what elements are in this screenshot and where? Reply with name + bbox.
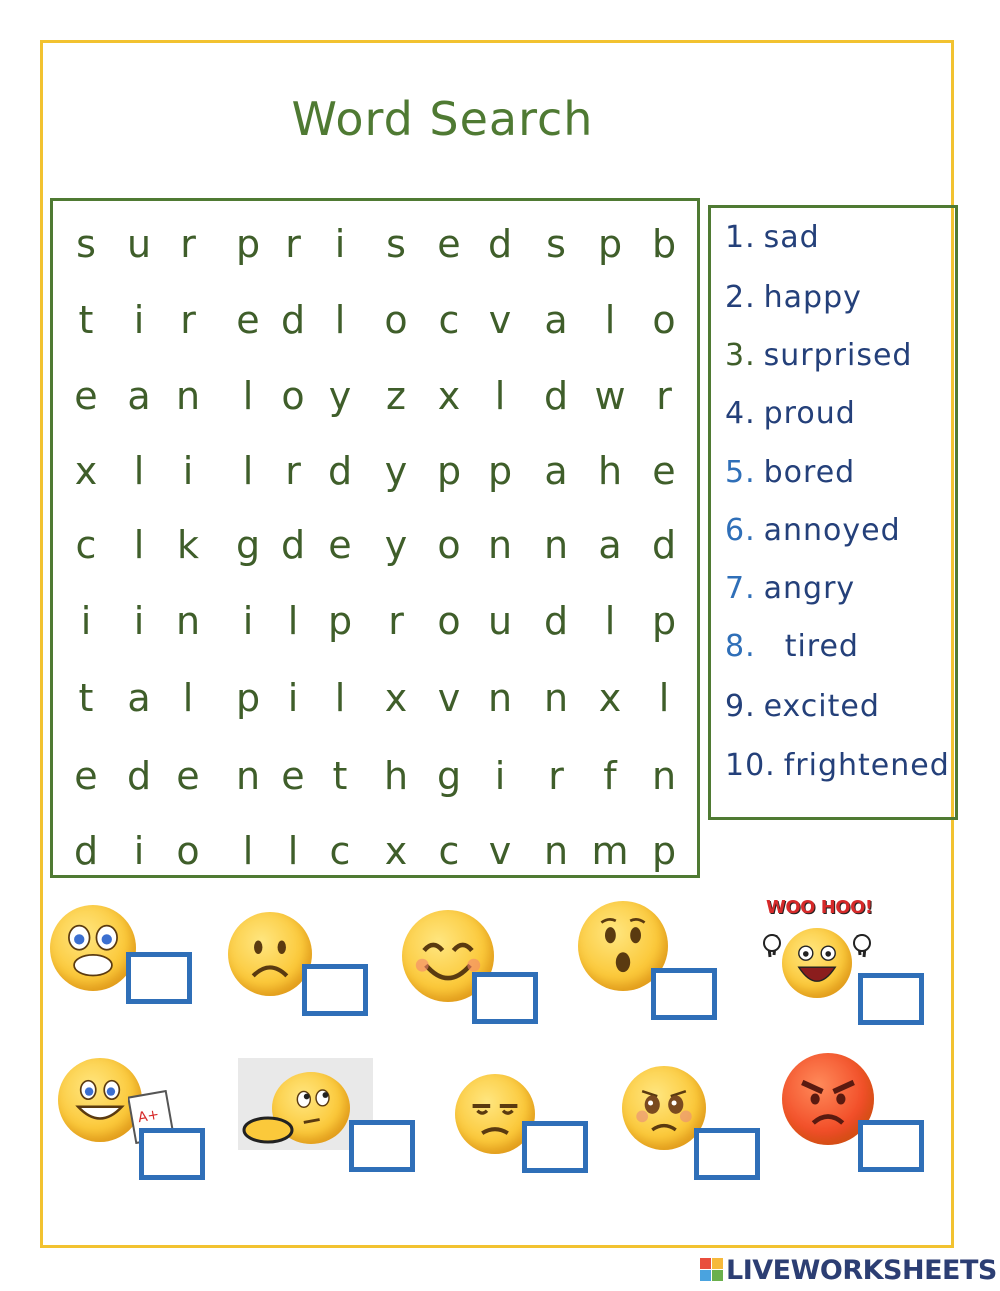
- grid-cell[interactable]: l: [133, 449, 145, 493]
- word-list-word: happy: [763, 280, 862, 315]
- grid-cell[interactable]: v: [488, 829, 512, 873]
- word-list-item: [725, 571, 855, 606]
- grid-cell[interactable]: d: [280, 523, 306, 567]
- grid-cell[interactable]: g: [436, 754, 462, 798]
- word-list-item: [725, 689, 880, 724]
- word-list-number: 7.: [725, 571, 756, 606]
- grid-cell[interactable]: n: [543, 523, 569, 567]
- answer-box-3[interactable]: [472, 972, 538, 1024]
- word-list-number: 6.: [725, 513, 756, 548]
- frightened-emoji-icon: [50, 905, 136, 991]
- grid-cell[interactable]: y: [384, 523, 408, 567]
- grid-cell[interactable]: t: [78, 298, 94, 342]
- grid-cell[interactable]: x: [598, 676, 622, 720]
- grid-cell[interactable]: r: [285, 449, 301, 493]
- grid-cell[interactable]: s: [386, 222, 406, 266]
- word-list-number: 8.: [725, 629, 756, 664]
- page-title: Word Search: [291, 92, 594, 146]
- grid-cell[interactable]: n: [175, 374, 201, 418]
- grid-cell[interactable]: i: [133, 298, 145, 342]
- grid-cell[interactable]: l: [658, 676, 670, 720]
- logo-text: LIVEWORKSHEETS: [726, 1254, 997, 1286]
- answer-box-10[interactable]: [858, 1120, 924, 1172]
- grid-cell[interactable]: p: [651, 599, 677, 643]
- grid-cell[interactable]: r: [656, 374, 672, 418]
- grid-cell[interactable]: l: [494, 374, 506, 418]
- grid-cell[interactable]: e: [74, 754, 98, 798]
- grid-cell[interactable]: x: [437, 374, 461, 418]
- grid-cell[interactable]: i: [133, 599, 145, 643]
- grid-cell[interactable]: p: [235, 676, 261, 720]
- grid-row: [53, 746, 697, 806]
- grid-cell[interactable]: r: [548, 754, 564, 798]
- grid-cell[interactable]: o: [281, 374, 305, 418]
- grid-cell[interactable]: i: [133, 829, 145, 873]
- word-list-item: [725, 280, 862, 315]
- grid-cell[interactable]: o: [384, 298, 408, 342]
- word-list: [708, 205, 958, 820]
- grid-cell[interactable]: i: [287, 676, 299, 720]
- grid-cell[interactable]: p: [651, 829, 677, 873]
- word-list-item: [725, 338, 912, 373]
- grid-cell[interactable]: p: [487, 449, 513, 493]
- word-list-word: bored: [763, 455, 856, 490]
- grid-cell[interactable]: i: [80, 599, 92, 643]
- answer-box-6[interactable]: [139, 1128, 205, 1180]
- grid-cell[interactable]: i: [334, 222, 346, 266]
- grid-cell[interactable]: n: [487, 676, 513, 720]
- grid-cell[interactable]: v: [437, 676, 461, 720]
- grid-row: [53, 290, 697, 350]
- grid-cell[interactable]: n: [235, 754, 261, 798]
- grid-cell[interactable]: e: [236, 298, 260, 342]
- grid-cell[interactable]: p: [597, 222, 623, 266]
- grid-cell[interactable]: l: [604, 298, 616, 342]
- answer-box-8[interactable]: [522, 1121, 588, 1173]
- word-list-word: frightened: [783, 748, 950, 783]
- grid-cell[interactable]: i: [242, 599, 254, 643]
- grid-cell[interactable]: r: [180, 222, 196, 266]
- grid-cell[interactable]: c: [438, 829, 460, 873]
- grid-cell[interactable]: u: [126, 222, 152, 266]
- grid-cell[interactable]: c: [75, 523, 97, 567]
- grid-cell[interactable]: n: [175, 599, 201, 643]
- grid-cell[interactable]: a: [127, 676, 151, 720]
- answer-box-2[interactable]: [302, 964, 368, 1016]
- liveworksheets-logo: [700, 1255, 997, 1285]
- grid-cell[interactable]: c: [438, 298, 460, 342]
- grid-cell[interactable]: l: [334, 298, 346, 342]
- grid-cell[interactable]: b: [651, 222, 677, 266]
- word-list-item: [725, 513, 901, 548]
- grid-row: [53, 515, 697, 575]
- grid-cell[interactable]: l: [604, 599, 616, 643]
- word-list-item: [725, 455, 855, 490]
- raised-hands-icon: [762, 917, 872, 967]
- word-list-item: [725, 748, 950, 783]
- grid-cell[interactable]: w: [594, 374, 626, 418]
- grid-cell[interactable]: d: [487, 222, 513, 266]
- grid-cell[interactable]: l: [287, 599, 299, 643]
- grid-cell[interactable]: p: [235, 222, 261, 266]
- grid-cell[interactable]: e: [328, 523, 352, 567]
- grid-cell[interactable]: m: [591, 829, 629, 873]
- grid-cell[interactable]: o: [176, 829, 200, 873]
- grid-cell[interactable]: e: [652, 449, 676, 493]
- grid-cell[interactable]: d: [73, 829, 99, 873]
- grid-cell[interactable]: g: [235, 523, 261, 567]
- grid-cell[interactable]: x: [384, 829, 408, 873]
- word-list-number: 2.: [725, 280, 756, 315]
- grid-cell[interactable]: a: [127, 374, 151, 418]
- grid-cell[interactable]: d: [543, 599, 569, 643]
- grid-cell[interactable]: a: [598, 523, 622, 567]
- grid-cell[interactable]: i: [182, 449, 194, 493]
- grid-cell[interactable]: d: [543, 374, 569, 418]
- grid-cell[interactable]: y: [328, 374, 352, 418]
- grid-cell[interactable]: s: [546, 222, 566, 266]
- grid-row: [53, 668, 697, 728]
- word-list-word: excited: [763, 689, 880, 724]
- grid-cell[interactable]: r: [388, 599, 404, 643]
- grid-cell[interactable]: n: [543, 829, 569, 873]
- grid-cell[interactable]: o: [652, 298, 676, 342]
- grid-cell[interactable]: t: [332, 754, 348, 798]
- grid-cell[interactable]: l: [133, 523, 145, 567]
- word-list-word: surprised: [763, 338, 913, 373]
- word-list-item: [725, 396, 856, 431]
- woohoo-text: WOO HOO!: [766, 897, 873, 918]
- grid-cell[interactable]: e: [281, 754, 305, 798]
- grid-cell[interactable]: e: [176, 754, 200, 798]
- grid-cell[interactable]: e: [437, 222, 461, 266]
- grid-row: [53, 591, 697, 651]
- grid-cell[interactable]: p: [327, 599, 353, 643]
- grid-cell[interactable]: o: [437, 523, 461, 567]
- logo-badge-icon: [700, 1258, 724, 1282]
- word-list-item: [725, 629, 859, 664]
- word-list-number: 1.: [725, 220, 756, 255]
- grid-cell[interactable]: k: [176, 523, 199, 567]
- grid-cell[interactable]: h: [383, 754, 409, 798]
- svg-text:A+: A+: [136, 1106, 161, 1127]
- grid-row: [53, 441, 697, 501]
- word-list-word: tired: [763, 629, 859, 664]
- grid-cell[interactable]: a: [544, 298, 568, 342]
- answer-box-7[interactable]: [349, 1120, 415, 1172]
- word-list-number: 3.: [725, 338, 756, 373]
- grid-cell[interactable]: u: [487, 599, 513, 643]
- grid-cell[interactable]: s: [76, 222, 96, 266]
- grid-cell[interactable]: f: [603, 754, 617, 798]
- word-list-word: annoyed: [763, 513, 901, 548]
- grid-cell[interactable]: l: [242, 829, 254, 873]
- grid-cell[interactable]: y: [384, 449, 408, 493]
- grid-cell[interactable]: a: [544, 449, 568, 493]
- grid-cell[interactable]: h: [597, 449, 623, 493]
- answer-box-9[interactable]: [694, 1128, 760, 1180]
- grid-cell[interactable]: l: [242, 374, 254, 418]
- grid-cell[interactable]: r: [285, 222, 301, 266]
- grid-cell[interactable]: d: [280, 298, 306, 342]
- grid-row: [53, 214, 697, 274]
- grid-cell[interactable]: t: [78, 676, 94, 720]
- answer-box-5[interactable]: [858, 973, 924, 1025]
- grid-cell[interactable]: d: [651, 523, 677, 567]
- word-search-grid: [50, 198, 700, 878]
- grid-cell[interactable]: l: [182, 676, 194, 720]
- grid-cell[interactable]: x: [384, 676, 408, 720]
- grid-cell[interactable]: n: [651, 754, 677, 798]
- grid-cell[interactable]: l: [334, 676, 346, 720]
- grid-cell[interactable]: r: [180, 298, 196, 342]
- grid-row: [53, 821, 697, 881]
- grid-cell[interactable]: v: [488, 298, 512, 342]
- word-list-number: 9.: [725, 689, 756, 724]
- grid-cell[interactable]: i: [494, 754, 506, 798]
- grid-cell[interactable]: o: [437, 599, 461, 643]
- grid-cell[interactable]: n: [543, 676, 569, 720]
- grid-cell[interactable]: x: [74, 449, 98, 493]
- word-list-number: 4.: [725, 396, 756, 431]
- word-list-item: [725, 220, 820, 255]
- word-list-word: angry: [763, 571, 856, 606]
- word-list-number: 10.: [725, 748, 776, 783]
- hand-icon: [240, 1100, 300, 1150]
- grid-cell[interactable]: l: [287, 829, 299, 873]
- grid-cell[interactable]: c: [329, 829, 351, 873]
- grid-cell[interactable]: d: [126, 754, 152, 798]
- sad-emoji-icon: [228, 912, 312, 996]
- word-list-word: sad: [763, 220, 820, 255]
- word-list-number: 5.: [725, 455, 756, 490]
- answer-box-4[interactable]: [651, 968, 717, 1020]
- word-list-word: proud: [763, 396, 856, 431]
- grid-cell[interactable]: z: [386, 374, 406, 418]
- grid-cell[interactable]: n: [487, 523, 513, 567]
- grid-cell[interactable]: d: [327, 449, 353, 493]
- grid-row: [53, 366, 697, 426]
- grid-cell[interactable]: e: [74, 374, 98, 418]
- answer-box-1[interactable]: [126, 952, 192, 1004]
- grid-cell[interactable]: l: [242, 449, 254, 493]
- grid-cell[interactable]: p: [436, 449, 462, 493]
